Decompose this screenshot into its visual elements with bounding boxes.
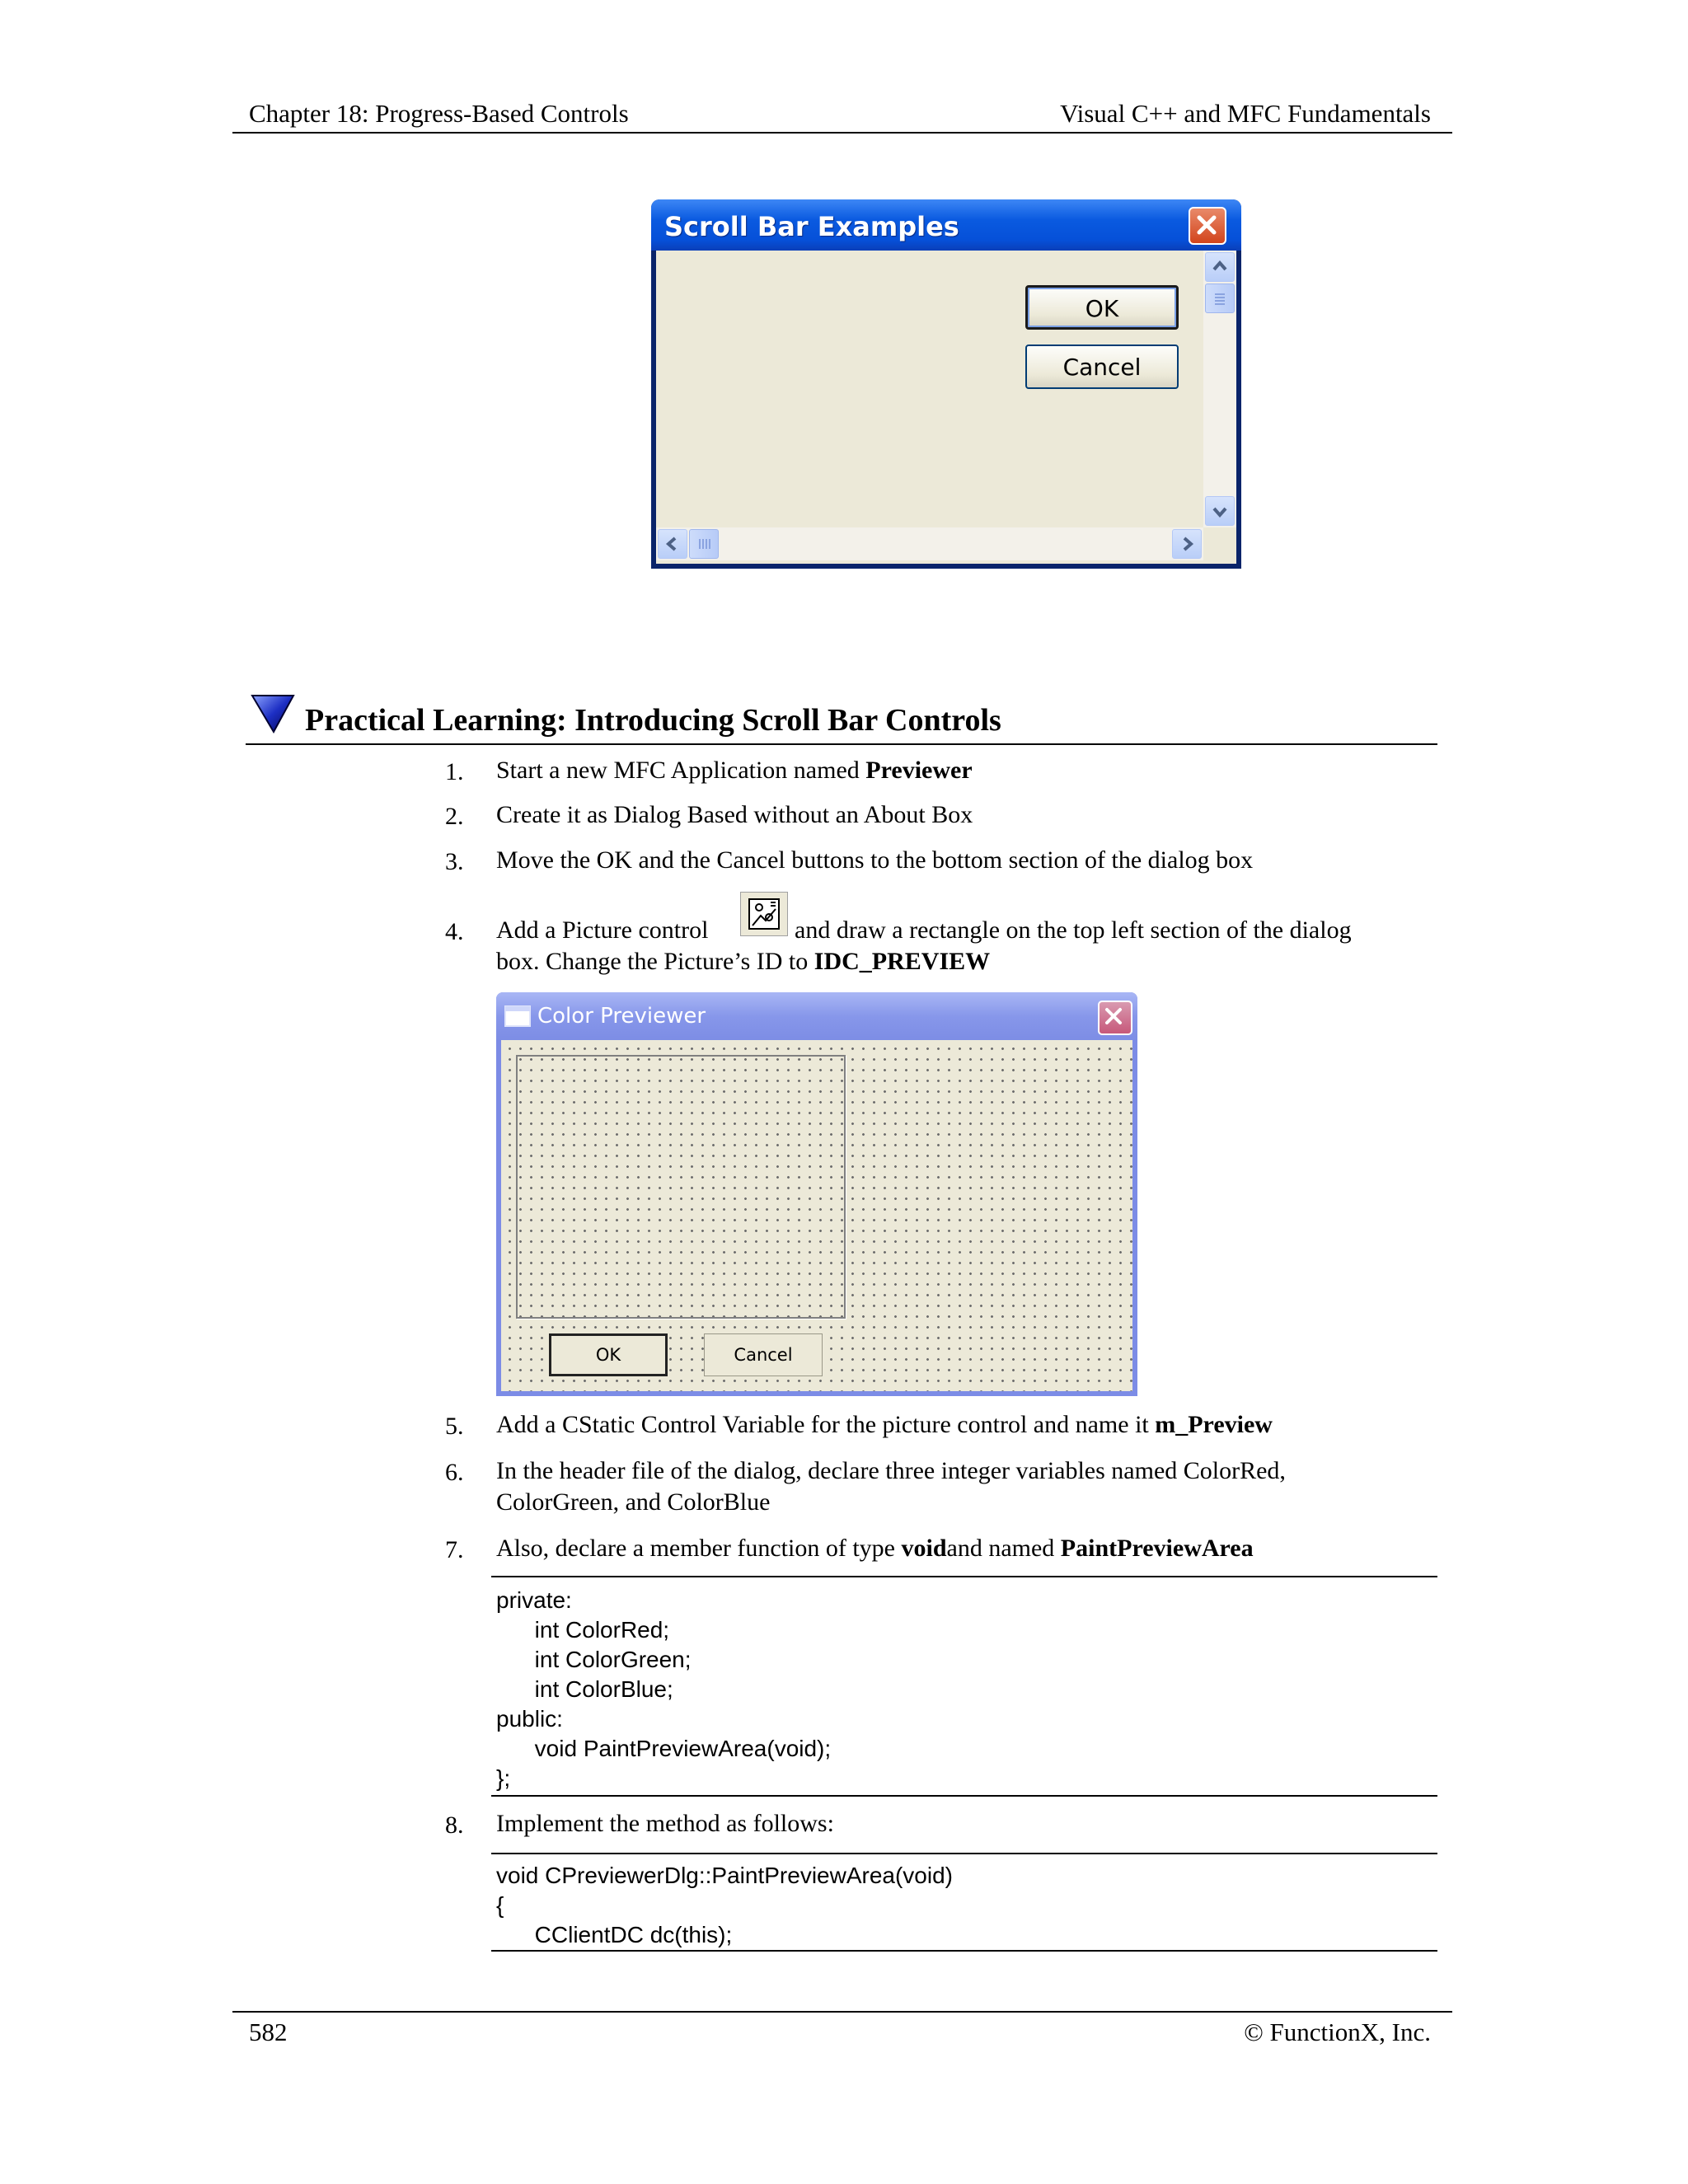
code-line: public: bbox=[496, 1706, 563, 1732]
step-text bbox=[496, 1409, 1444, 1441]
vertical-scrollbar[interactable] bbox=[1203, 251, 1236, 527]
dialog-title-bar bbox=[651, 199, 1241, 251]
running-header-chapter: Chapter 18: Progress-Based Controls bbox=[249, 99, 629, 128]
dialog-client-area bbox=[656, 251, 1236, 564]
code-rule-bottom bbox=[491, 1795, 1437, 1797]
step-number: 5. bbox=[445, 1413, 464, 1440]
code-line: CClientDC dc(this); bbox=[496, 1922, 733, 1947]
code-line: int ColorGreen; bbox=[496, 1647, 692, 1672]
code-line: void CPreviewerDlg::PaintPreviewArea(void) bbox=[496, 1863, 953, 1888]
code-rule-top bbox=[491, 1576, 1437, 1577]
step-text-main: Add a CStatic Control Variable for the picture control and name it bbox=[496, 1411, 1156, 1438]
step-text: and draw a rectangle on the top left section of the dialog bbox=[795, 916, 1352, 944]
scroll-up-icon[interactable] bbox=[1205, 252, 1235, 282]
dialog-title: Scroll Bar Examples bbox=[664, 211, 959, 242]
dialog-title-bar bbox=[496, 992, 1137, 1040]
page-number: 582 bbox=[249, 2018, 288, 2046]
close-icon[interactable] bbox=[1189, 207, 1226, 245]
horizontal-scrollbar[interactable] bbox=[656, 527, 1203, 560]
step-text bbox=[496, 755, 1444, 786]
code-rule-top bbox=[491, 1853, 1437, 1854]
preview-picture-control[interactable] bbox=[516, 1055, 846, 1319]
step-text: Create it as Dialog Based without an About Box bbox=[496, 801, 973, 828]
step-text: Move the OK and the Cancel buttons to the bottom section of the dialog box bbox=[496, 846, 1254, 874]
step-number: 1. bbox=[445, 758, 464, 785]
section-heading: Practical Learning: Introducing Scroll Bar Controls bbox=[305, 703, 1001, 738]
step-text-bold: IDC_PREVIEW bbox=[814, 948, 991, 975]
close-icon[interactable] bbox=[1098, 1001, 1132, 1035]
step-number: 7. bbox=[445, 1536, 464, 1563]
header-rule bbox=[232, 132, 1452, 134]
ok-button[interactable]: OK bbox=[549, 1333, 668, 1376]
cancel-button[interactable]: Cancel bbox=[1025, 344, 1179, 389]
scroll-right-icon[interactable] bbox=[1172, 529, 1202, 559]
step-text: ColorGreen, and ColorBlue bbox=[496, 1488, 771, 1516]
step-number: 2. bbox=[445, 803, 464, 830]
code-block-declarations bbox=[496, 1586, 831, 1793]
picture-control-icon bbox=[740, 892, 788, 936]
code-line: void PaintPreviewArea(void); bbox=[496, 1736, 832, 1761]
step-text-bold: Previewer bbox=[865, 757, 973, 784]
dialog-title: Color Previewer bbox=[537, 1004, 706, 1029]
cancel-button[interactable]: Cancel bbox=[704, 1333, 823, 1376]
step-text-bold: m_Preview bbox=[1155, 1411, 1273, 1438]
code-line: int ColorRed; bbox=[496, 1617, 670, 1643]
step-text-main: Start a new MFC Application named bbox=[496, 757, 866, 784]
step-number: 6. bbox=[445, 1459, 464, 1486]
running-header-book: Visual C++ and MFC Fundamentals bbox=[1060, 99, 1431, 128]
scroll-down-icon[interactable] bbox=[1205, 496, 1235, 526]
ok-button[interactable]: OK bbox=[1025, 285, 1179, 330]
dialog-design-surface bbox=[501, 1040, 1132, 1391]
step-text bbox=[496, 1533, 1444, 1564]
window-icon bbox=[504, 1005, 531, 1027]
code-line: { bbox=[496, 1892, 504, 1918]
step-number: 8. bbox=[445, 1811, 464, 1839]
step-text-bold: void bbox=[901, 1535, 947, 1562]
color-previewer-dialog bbox=[496, 992, 1137, 1396]
step-text: In the header file of the dialog, declare three integer variables named ColorRed, bbox=[496, 1457, 1286, 1484]
step-text-main: and named bbox=[946, 1535, 1061, 1562]
scroll-bar-examples-dialog bbox=[651, 199, 1241, 569]
step-number: 4. bbox=[445, 918, 464, 945]
footer-rule bbox=[232, 2011, 1452, 2013]
step-number: 3. bbox=[445, 848, 464, 875]
vertical-scroll-thumb[interactable] bbox=[1205, 284, 1235, 313]
copyright: © FunctionX, Inc. bbox=[1244, 2018, 1431, 2046]
code-rule-bottom bbox=[491, 1950, 1437, 1952]
code-block-implementation bbox=[496, 1861, 953, 1950]
horizontal-scroll-thumb[interactable] bbox=[689, 529, 719, 559]
triangle-bullet-icon bbox=[249, 691, 297, 735]
step-text-main: box. Change the Picture’s ID to bbox=[496, 948, 814, 975]
step-text: Implement the method as follows: bbox=[496, 1810, 834, 1837]
code-line: }; bbox=[496, 1765, 511, 1791]
step-text bbox=[496, 946, 1444, 977]
code-line: int ColorBlue; bbox=[496, 1676, 673, 1702]
step-text-main: Also, declare a member function of type bbox=[496, 1535, 902, 1562]
scroll-left-icon[interactable] bbox=[658, 529, 687, 559]
step-text-bold: PaintPreviewArea bbox=[1060, 1535, 1254, 1562]
step-text: Add a Picture control bbox=[496, 916, 709, 944]
code-line: private: bbox=[496, 1587, 572, 1613]
section-rule bbox=[246, 743, 1437, 745]
